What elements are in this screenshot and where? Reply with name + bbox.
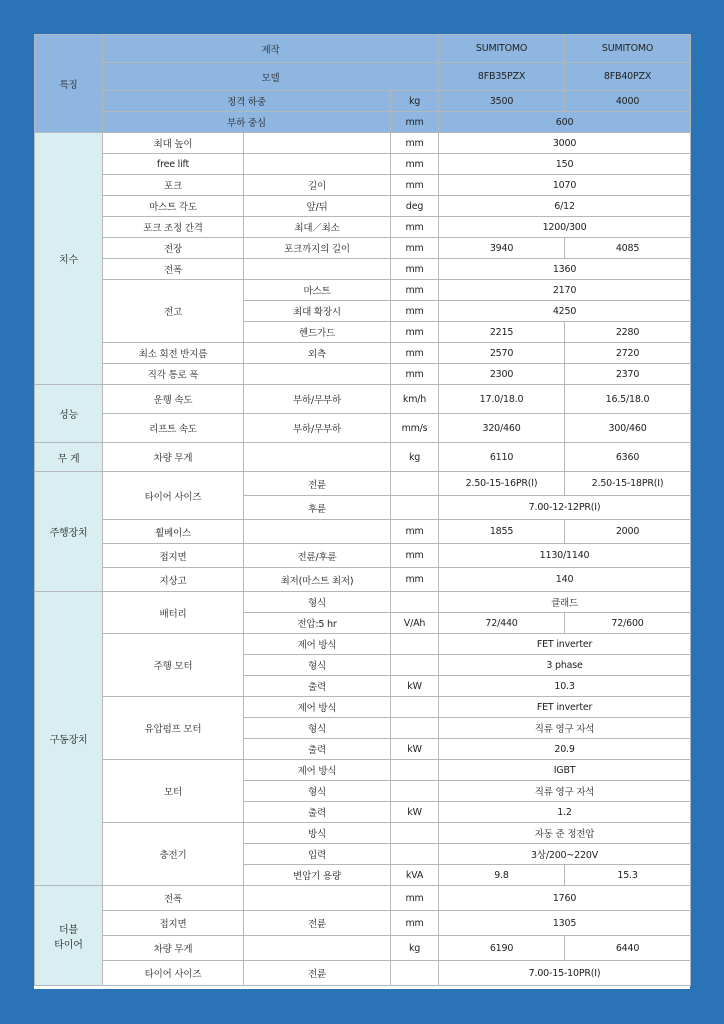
row-unit: km/h: [391, 385, 439, 414]
row-sub: 출력: [244, 676, 391, 697]
row-sub: 출력: [244, 739, 391, 760]
row-value: 클래드: [439, 592, 691, 613]
row-value-b: 6360: [565, 443, 691, 472]
row-sub: 후륜: [244, 496, 391, 520]
row-unit: kg: [391, 936, 439, 961]
row-unit: [391, 472, 439, 496]
row-sub: 전륜/후륜: [244, 544, 391, 568]
row-label: 휠베이스: [103, 520, 244, 544]
row-value: 10.3: [439, 676, 691, 697]
row-value: 1760: [439, 886, 691, 911]
row-value: 3000: [439, 133, 691, 154]
row-label: 최대 높이: [103, 133, 244, 154]
row-sub: 형식: [244, 781, 391, 802]
row-value: 3 phase: [439, 655, 691, 676]
row-unit: [391, 496, 439, 520]
row-value: 1070: [439, 175, 691, 196]
row-unit: [391, 844, 439, 865]
row-value-a: 6110: [439, 443, 565, 472]
table-row: [35, 697, 691, 718]
table-row: [35, 238, 691, 259]
row-value-a: 6190: [439, 936, 565, 961]
table-row: [35, 443, 691, 472]
table-row: [35, 343, 691, 364]
row-label: 접지면: [103, 911, 244, 936]
row-unit: [391, 592, 439, 613]
row-value: FET inverter: [439, 634, 691, 655]
row-value-b: 72/600: [565, 613, 691, 634]
row-sub: 최대 확장시: [244, 301, 391, 322]
row-unit: [391, 697, 439, 718]
table-row: [35, 961, 691, 986]
row-sub: 헨드가드: [244, 322, 391, 343]
capacity-b: 4000: [565, 91, 691, 112]
row-value-a: 17.0/18.0: [439, 385, 565, 414]
row-value-a: 3940: [439, 238, 565, 259]
row-value: IGBT: [439, 760, 691, 781]
row-label: 포크: [103, 175, 244, 196]
row-unit: [391, 718, 439, 739]
row-sub: [244, 154, 391, 175]
row-label: 타이어 사이즈: [103, 472, 244, 520]
row-sub: 제어 방식: [244, 634, 391, 655]
category-features: 특징: [35, 35, 103, 133]
row-sub: 포크까지의 길이: [244, 238, 391, 259]
table-row: [35, 91, 691, 112]
row-value: 자동 준 정전압: [439, 823, 691, 844]
row-value: 1130/1140: [439, 544, 691, 568]
row-value-b: 2280: [565, 322, 691, 343]
row-label: 지상고: [103, 568, 244, 592]
row-sub: [244, 133, 391, 154]
category-performance: 성능: [35, 385, 103, 443]
row-sub: 입력: [244, 844, 391, 865]
category-line: 더블: [59, 924, 78, 936]
row-unit: mm: [391, 364, 439, 385]
row-label: 유압펌프 모터: [103, 697, 244, 760]
row-value-b: 2720: [565, 343, 691, 364]
make-a: SUMITOMO: [439, 35, 565, 63]
make-b: SUMITOMO: [565, 35, 691, 63]
table-row: [35, 385, 691, 414]
table-row: [35, 544, 691, 568]
row-value-b: 16.5/18.0: [565, 385, 691, 414]
table-row: [35, 217, 691, 238]
category-running-gear: 주행장치: [35, 472, 103, 592]
table-row: [35, 472, 691, 496]
row-value-b: 6440: [565, 936, 691, 961]
table-row: [35, 35, 691, 63]
row-value: 1200/300: [439, 217, 691, 238]
row-value-b: 300/460: [565, 414, 691, 443]
row-sub: 형식: [244, 592, 391, 613]
row-unit: mm: [391, 520, 439, 544]
row-value: 직류 영구 자석: [439, 718, 691, 739]
category-dimensions: 치수: [35, 133, 103, 385]
row-unit: mm: [391, 217, 439, 238]
row-label: 직각 통로 폭: [103, 364, 244, 385]
model-label: 모델: [103, 63, 439, 91]
row-sub: [244, 520, 391, 544]
row-label: 운행 속도: [103, 385, 244, 414]
row-unit: deg: [391, 196, 439, 217]
row-value: FET inverter: [439, 697, 691, 718]
row-label: 전폭: [103, 886, 244, 911]
row-value-a: 320/460: [439, 414, 565, 443]
row-label: 마스트 각도: [103, 196, 244, 217]
row-sub: 전륜: [244, 911, 391, 936]
row-unit: mm: [391, 133, 439, 154]
row-label: 차량 무게: [103, 443, 244, 472]
row-label: free lift: [103, 154, 244, 175]
row-unit: kg: [391, 443, 439, 472]
row-label: 충전기: [103, 823, 244, 886]
row-unit: [391, 655, 439, 676]
row-value-a: 72/440: [439, 613, 565, 634]
row-sub: 제어 방식: [244, 697, 391, 718]
row-sub: [244, 936, 391, 961]
row-unit: mm/s: [391, 414, 439, 443]
row-unit: [391, 634, 439, 655]
table-row: [35, 364, 691, 385]
table-row: [35, 592, 691, 613]
row-value-b: 2.50-15-18PR(I): [565, 472, 691, 496]
row-sub: 전륜: [244, 472, 391, 496]
category-double-tire: [35, 886, 103, 986]
row-sub: 방식: [244, 823, 391, 844]
table-row: [35, 154, 691, 175]
row-sub: [244, 443, 391, 472]
row-value: 7.00-12-12PR(I): [439, 496, 691, 520]
table-row: [35, 175, 691, 196]
row-value-b: 2370: [565, 364, 691, 385]
row-label: 타이어 사이즈: [103, 961, 244, 986]
table-row: [35, 760, 691, 781]
row-unit: mm: [391, 343, 439, 364]
load-center-value: 600: [439, 112, 691, 133]
row-sub: 최저(마스트 최저): [244, 568, 391, 592]
model-a: 8FB35PZX: [439, 63, 565, 91]
row-label: 주행 모터: [103, 634, 244, 697]
row-unit: mm: [391, 301, 439, 322]
row-sub: 형식: [244, 655, 391, 676]
table-row: [35, 823, 691, 844]
table-row: [35, 133, 691, 154]
row-sub: 형식: [244, 718, 391, 739]
table-row: [35, 886, 691, 911]
row-label: 리프트 속도: [103, 414, 244, 443]
table-row: [35, 520, 691, 544]
row-unit: mm: [391, 175, 439, 196]
table-row: [35, 414, 691, 443]
table-row: [35, 63, 691, 91]
capacity-a: 3500: [439, 91, 565, 112]
row-value-a: 2570: [439, 343, 565, 364]
row-sub: 부하/무부하: [244, 414, 391, 443]
row-value: 20.9: [439, 739, 691, 760]
row-label: 모터: [103, 760, 244, 823]
table-row: [35, 112, 691, 133]
row-unit: mm: [391, 568, 439, 592]
category-drive: 구동장치: [35, 592, 103, 886]
row-unit: kVA: [391, 865, 439, 886]
row-unit: mm: [391, 238, 439, 259]
row-sub: 출력: [244, 802, 391, 823]
table-row: [35, 936, 691, 961]
row-unit: kW: [391, 739, 439, 760]
row-sub: 최대／최소: [244, 217, 391, 238]
row-value: 1305: [439, 911, 691, 936]
row-sub: 전압:5 hr: [244, 613, 391, 634]
row-label: 배터리: [103, 592, 244, 634]
row-value-a: 1855: [439, 520, 565, 544]
make-label: 제작: [103, 35, 439, 63]
row-value: 1360: [439, 259, 691, 280]
category-line: 타이어: [54, 939, 83, 951]
row-unit: V/Ah: [391, 613, 439, 634]
row-value: 6/12: [439, 196, 691, 217]
row-sub: 부하/무부하: [244, 385, 391, 414]
row-unit: [391, 961, 439, 986]
spec-sheet: [34, 34, 690, 989]
spec-table: [34, 34, 691, 986]
table-row: [35, 911, 691, 936]
row-value: 4250: [439, 301, 691, 322]
row-unit: kW: [391, 802, 439, 823]
row-value: 150: [439, 154, 691, 175]
row-value-a: 2.50-15-16PR(I): [439, 472, 565, 496]
row-unit: mm: [391, 154, 439, 175]
capacity-unit: kg: [391, 91, 439, 112]
row-unit: mm: [391, 911, 439, 936]
row-sub: [244, 886, 391, 911]
model-b: 8FB40PZX: [565, 63, 691, 91]
row-value: 1.2: [439, 802, 691, 823]
row-value-a: 2215: [439, 322, 565, 343]
row-label: 포크 조정 간격: [103, 217, 244, 238]
row-sub: [244, 259, 391, 280]
table-row: [35, 280, 691, 301]
row-unit: mm: [391, 886, 439, 911]
row-sub: 변압기 용량: [244, 865, 391, 886]
row-unit: kW: [391, 676, 439, 697]
row-unit: [391, 781, 439, 802]
row-sub: 제어 방식: [244, 760, 391, 781]
row-unit: mm: [391, 322, 439, 343]
row-label: 전폭: [103, 259, 244, 280]
category-weight: 무 게: [35, 443, 103, 472]
row-sub: 앞/뒤: [244, 196, 391, 217]
row-value: 2170: [439, 280, 691, 301]
row-unit: [391, 823, 439, 844]
row-value-a: 9.8: [439, 865, 565, 886]
row-unit: mm: [391, 280, 439, 301]
row-sub: [244, 364, 391, 385]
row-unit: mm: [391, 259, 439, 280]
row-value-b: 2000: [565, 520, 691, 544]
table-row: [35, 259, 691, 280]
row-value: 3상/200~220V: [439, 844, 691, 865]
row-value-a: 2300: [439, 364, 565, 385]
table-row: [35, 196, 691, 217]
row-value-b: 15.3: [565, 865, 691, 886]
row-sub: 외측: [244, 343, 391, 364]
row-value: 직류 영구 자석: [439, 781, 691, 802]
load-center-unit: mm: [391, 112, 439, 133]
row-unit: mm: [391, 544, 439, 568]
table-row: [35, 634, 691, 655]
load-center-label: 부하 중심: [103, 112, 391, 133]
row-value: 7.00-15-10PR(I): [439, 961, 691, 986]
row-sub: 마스트: [244, 280, 391, 301]
row-label: 전고: [103, 280, 244, 343]
row-unit: [391, 760, 439, 781]
row-sub: 전륜: [244, 961, 391, 986]
row-value: 140: [439, 568, 691, 592]
table-row: [35, 568, 691, 592]
row-label: 차량 무게: [103, 936, 244, 961]
row-label: 접지면: [103, 544, 244, 568]
row-value-b: 4085: [565, 238, 691, 259]
capacity-label: 정격 하중: [103, 91, 391, 112]
row-label: 최소 회전 반지름: [103, 343, 244, 364]
row-label: 전장: [103, 238, 244, 259]
row-sub: 길이: [244, 175, 391, 196]
